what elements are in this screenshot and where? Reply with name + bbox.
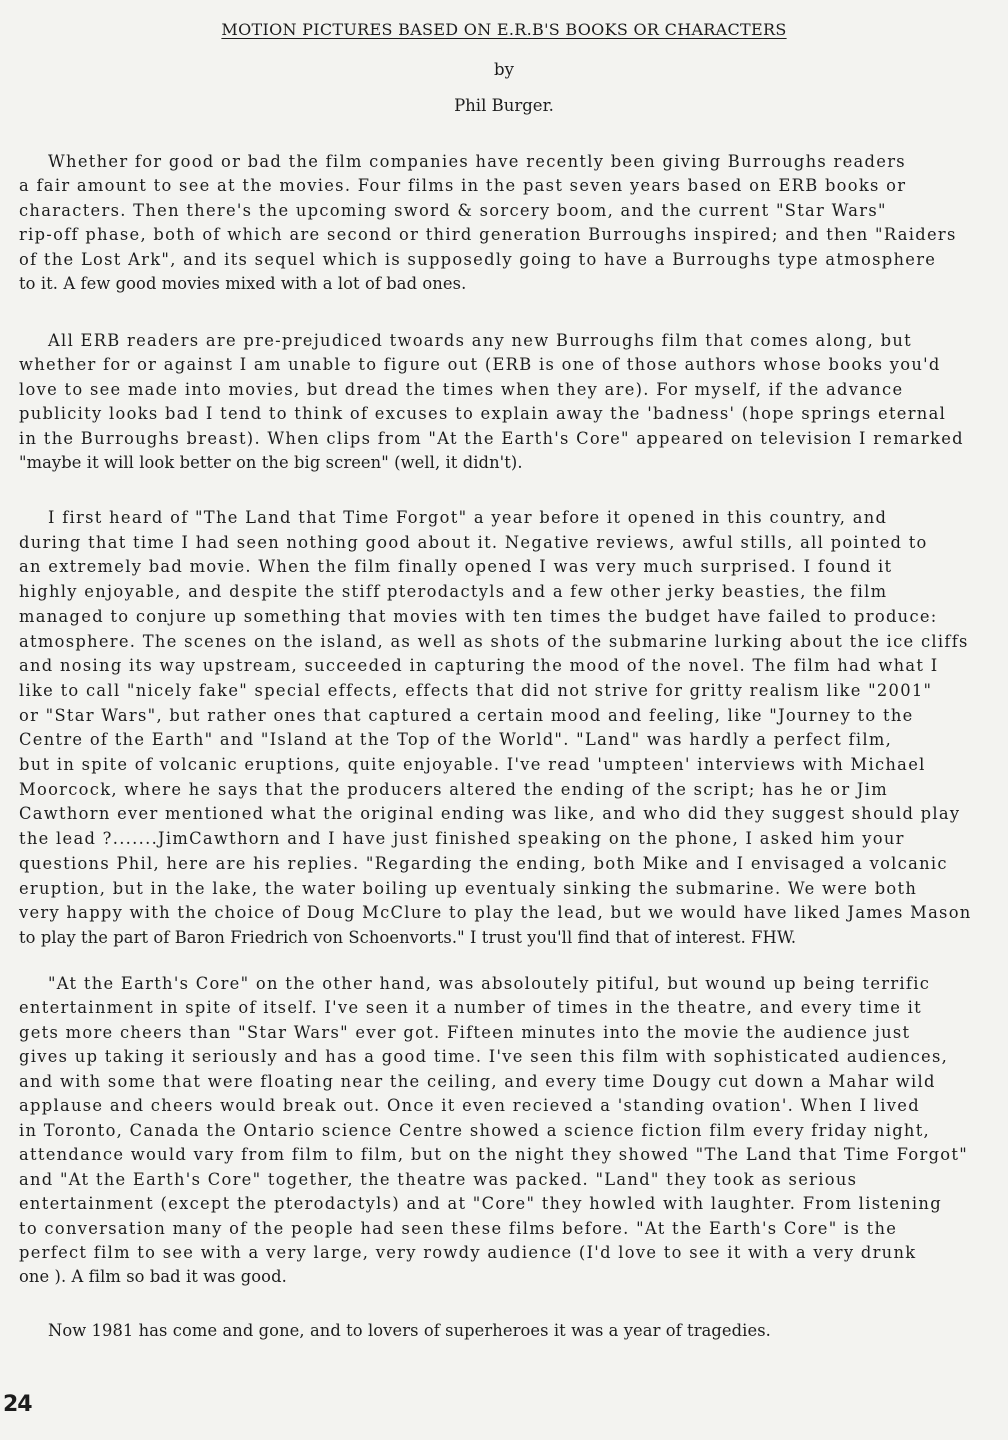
text-line: "At the Earth's Core" on the other hand, was absoloutely pitiful, but wound up being terrific bbox=[48, 974, 931, 993]
text-line: to conversation many of the people had seen these films before. "At the Earth's Core" is the bbox=[19, 1218, 898, 1238]
text-line: Moorcock, where he says that the producers altered the ending of the script; has he or Jim bbox=[19, 779, 888, 799]
text-line: Now 1981 has come and gone, and to lovers of superheroes it was a year of tragedies. bbox=[48, 1321, 771, 1340]
text-line: love to see made into movies, but dread the times when they are). For myself, if the advance bbox=[19, 379, 904, 399]
text-line: eruption, but in the lake, the water boiling up eventualy sinking the submarine. We were both bbox=[19, 878, 918, 898]
text-line: gives up taking it seriously and has a good time. I've seen this film with sophisticated audiences, bbox=[19, 1047, 949, 1067]
text-line: I first heard of "The Land that Time Forgot" a year before it opened in this country, and bbox=[48, 508, 888, 527]
text-line: applause and cheers would break out. Once it even recieved a 'standing ovation'. When I lived bbox=[19, 1096, 920, 1116]
text-line: Centre of the Earth" and "Island at the Top of the World". "Land" was hardly a perfect film, bbox=[19, 730, 893, 750]
text-line: highly enjoyable, and despite the stiff pterodactyls and a few other jerky beasties, the film bbox=[19, 582, 888, 602]
text-line: in the Burroughs breast). When clips from "At the Earth's Core" appeared on television I remarked bbox=[19, 428, 964, 448]
text-line: like to call "nicely fake" special effects, effects that did not strive for gritty realism like "2001" bbox=[19, 680, 933, 700]
text-line: of the Lost Ark", and its sequel which is supposedly going to have a Burroughs type atmosphere bbox=[19, 249, 937, 269]
text-line: publicity looks bad I tend to think of excuses to explain away the 'badness' (hope springs eternal bbox=[19, 404, 947, 424]
text-line: and nosing its way upstream, succeeded in capturing the mood of the novel. The film had what I bbox=[19, 656, 939, 676]
article-title: MOTION PICTURES BASED ON E.R.B'S BOOKS OR CHARACTERS bbox=[221, 20, 787, 39]
text-line: characters. Then there's the upcoming sword & sorcery boom, and the current "Star Wars" bbox=[19, 200, 887, 220]
text-line: an extremely bad movie. When the film finally opened I was very much surprised. I found it bbox=[19, 557, 893, 577]
text-line: rip-off phase, both of which are second or third generation Burroughs inspired; and then "Raiders bbox=[19, 225, 957, 245]
author-name: Phil Burger. bbox=[454, 96, 554, 115]
text-line: perfect film to see with a very large, very rowdy audience (I'd love to see it with a very drunk bbox=[19, 1242, 917, 1262]
text-line: entertainment (except the pterodactyls) and at "Core" they howled with laughter. From listening bbox=[19, 1194, 942, 1214]
text-line: managed to conjure up something that movies with ten times the budget have failed to produce: bbox=[19, 606, 938, 626]
page-number: 24 bbox=[3, 1392, 32, 1417]
text-line: to it. A few good movies mixed with a lot of bad ones. bbox=[19, 274, 467, 294]
text-line: in Toronto, Canada the Ontario science Centre showed a science fiction film every friday night, bbox=[19, 1120, 931, 1140]
text-line: All ERB readers are pre-prejudiced twoards any new Burroughs film that comes along, but bbox=[48, 331, 912, 350]
text-line: very happy with the choice of Doug McClure to play the lead, but we would have liked James Mason bbox=[19, 903, 972, 923]
text-line: one ). A film so bad it was good. bbox=[19, 1267, 287, 1287]
text-line: during that time I had seen nothing good about it. Negative reviews, awful stills, all pointed to bbox=[19, 532, 928, 552]
text-line: and "At the Earth's Core" together, the theatre was packed. "Land" they took as serious bbox=[19, 1169, 858, 1189]
text-line: gets more cheers than "Star Wars" ever got. Fifteen minutes into the movie the audience just bbox=[19, 1022, 911, 1042]
text-line: the lead ?.......JimCawthorn and I have just finished speaking on the phone, I asked him your bbox=[19, 829, 905, 849]
text-line: "maybe it will look better on the big screen" (well, it didn't). bbox=[19, 453, 523, 473]
text-line: to play the part of Baron Friedrich von Schoenvorts." I trust you'll find that of interest. FHW. bbox=[19, 927, 797, 947]
text-line: attendance would vary from film to film, but on the night they showed "The Land that Time Forgot" bbox=[19, 1145, 969, 1165]
text-line: or "Star Wars", but rather ones that captured a certain mood and feeling, like "Journey to the bbox=[19, 705, 914, 725]
text-line: Whether for good or bad the film companies have recently been giving Burroughs readers bbox=[48, 152, 906, 171]
text-line: but in spite of volcanic eruptions, quite enjoyable. I've read 'umpteen' interviews with Michael bbox=[19, 755, 926, 774]
text-line: Cawthorn ever mentioned what the original ending was like, and who did they suggest should play bbox=[19, 804, 961, 824]
text-line: whether for or against I am unable to figure out (ERB is one of those authors whose books you'd bbox=[19, 355, 941, 375]
byline: by bbox=[494, 60, 514, 79]
text-line: a fair amount to see at the movies. Four films in the past seven years based on ERB books or bbox=[19, 176, 907, 196]
text-line: questions Phil, here are his replies. "Regarding the ending, both Mike and I envisaged a volcanic bbox=[19, 853, 948, 873]
text-line: atmosphere. The scenes on the island, as well as shots of the submarine lurking about the ice cliffs bbox=[19, 631, 969, 651]
text-line: entertainment in spite of itself. I've seen it a number of times in the theatre, and every time it bbox=[19, 998, 922, 1018]
text-line: and with some that were floating near the ceiling, and every time Dougy cut down a Mahar wild bbox=[19, 1071, 936, 1091]
